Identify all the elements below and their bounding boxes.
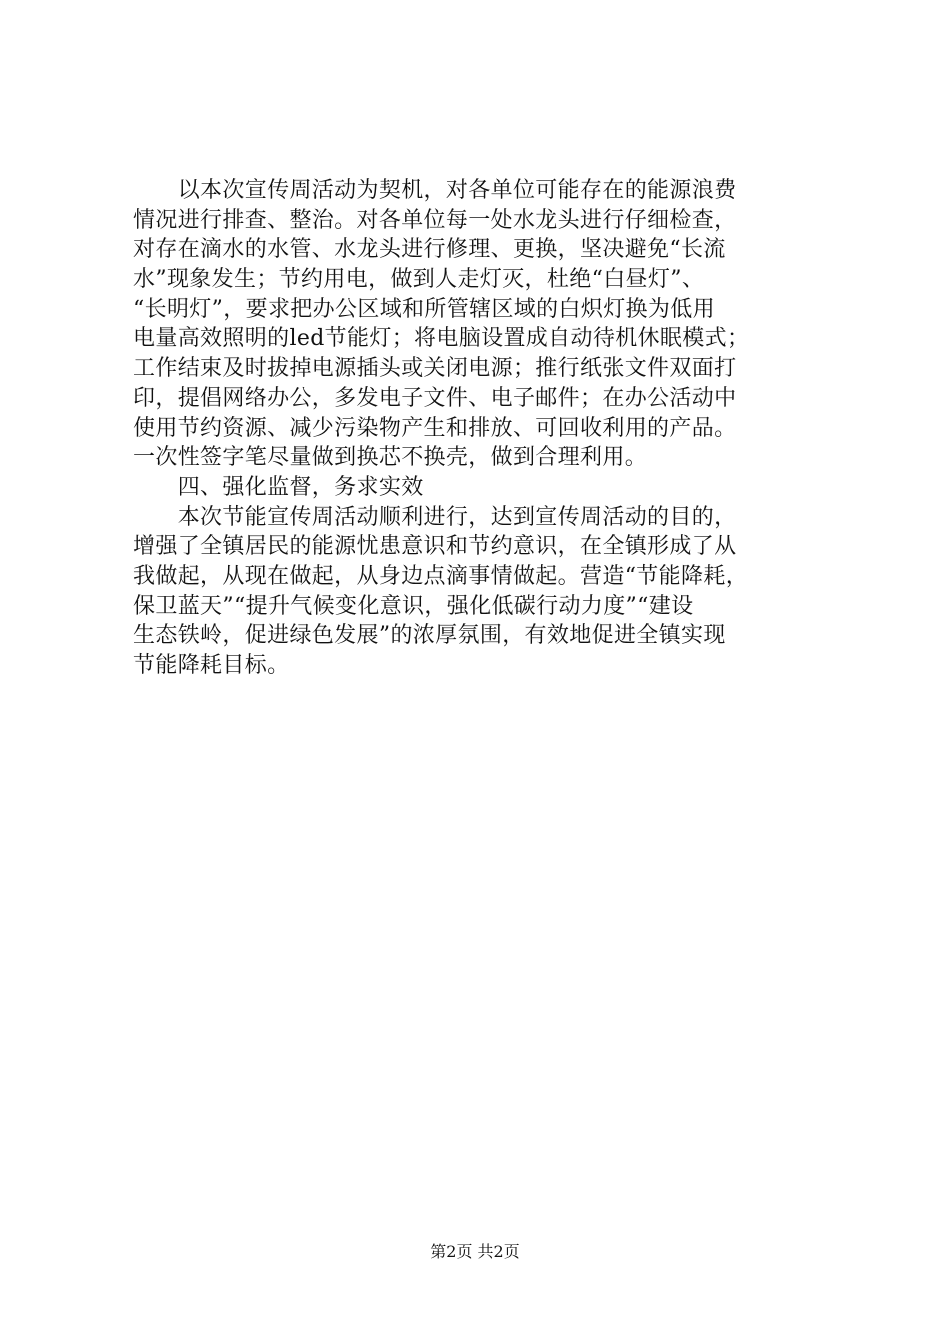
section-heading: 四、强化监督，务求实效 xyxy=(133,474,424,500)
text-line: 生态铁岭，促进绿色发展”的浓厚氛围，有效地促进全镇实现 xyxy=(133,623,726,649)
text-line: 我做起，从现在做起，从身边点滴事情做起。营造“节能降耗， xyxy=(133,563,749,589)
page-footer: 第2页 共2页 xyxy=(430,1242,520,1261)
text-line: 工作结束及时拔掉电源插头或关闭电源；推行纸张文件双面打 xyxy=(133,356,737,382)
text-line: 以本次宣传周活动为契机，对各单位可能存在的能源浪费 xyxy=(133,178,737,203)
text-line: 使用节约资源、减少污染物产生和排放、可回收利用的产品。 xyxy=(133,415,737,441)
text-line: 保卫蓝天”“提升气候变化意识，强化低碳行动力度”“建设 xyxy=(133,593,694,619)
text-line: 节能降耗目标。 xyxy=(133,653,290,678)
text-line: 本次节能宣传周活动顺利进行，达到宣传周活动的目的， xyxy=(133,504,737,530)
text-line: 水”现象发生；节约用电，做到人走灯灭，杜绝“白昼灯”、 xyxy=(133,267,705,293)
body-text xyxy=(133,176,833,681)
text-line: 对存在滴水的水管、水龙头进行修理、更换，坚决避免“长流 xyxy=(133,237,726,263)
text-line: 一次性签字笔尽量做到换芯不换壳，做到合理利用。 xyxy=(133,445,648,471)
text-line: 电量高效照明的led节能灯；将电脑设置成自动待机休眠模式； xyxy=(133,326,750,352)
text-line: “长明灯”，要求把办公区域和所管辖区域的白炽灯换为低用 xyxy=(133,296,715,322)
text-line: 印，提倡网络办公，多发电子文件、电子邮件；在办公活动中 xyxy=(133,385,737,411)
text-line: 情况进行排查、整治。对各单位每一处水龙头进行仔细检查， xyxy=(133,207,737,233)
text-line: 增强了全镇居民的能源忧患意识和节约意识，在全镇形成了从 xyxy=(133,534,737,560)
